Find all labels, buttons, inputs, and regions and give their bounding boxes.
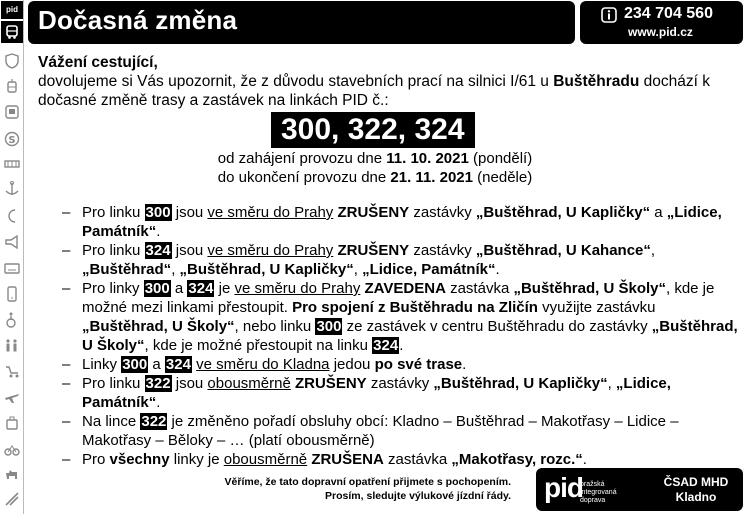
text: linky je	[169, 451, 224, 468]
text: ,	[650, 242, 656, 259]
from-label: od zahájení provozu dne	[217, 150, 387, 167]
text: a	[170, 280, 188, 297]
line-badge: 300	[316, 318, 342, 335]
affected-lines: 300, 322, 324	[271, 112, 475, 148]
text: Pro linku	[82, 375, 145, 392]
operator-line-2: Kladno	[675, 490, 717, 504]
list-item	[62, 412, 742, 450]
text: zastávka	[383, 451, 452, 468]
stop-name: „Buštěhrad, U Školy“	[513, 280, 666, 297]
list-item	[62, 374, 742, 412]
line-badge: 300	[122, 356, 148, 373]
intro-text	[38, 53, 744, 110]
connection-note: Pro spojení z Buštěhradu na Zličín	[292, 299, 538, 316]
operator-line-1: ČSAD MHD	[663, 475, 729, 489]
text: zastávky	[409, 204, 476, 221]
stop-name: „Buštěhrad, U Kapličky“	[179, 261, 354, 278]
stop-name: „Lidice, Památník“	[82, 375, 671, 411]
line-badge: 322	[141, 413, 167, 430]
text: jsou	[171, 204, 208, 221]
family-icon	[3, 337, 21, 355]
operator-name	[654, 475, 738, 505]
text: zastávka	[445, 280, 514, 297]
status: ZRUŠENY	[337, 242, 410, 259]
pid-branding	[536, 468, 743, 511]
line-badge: 322	[145, 375, 171, 392]
stop-name: „Buštěhrad, U Kapličky“	[433, 375, 608, 392]
text: je změněno pořadí obsluhy obcí: Kladno – Buštěhrad – Makotřasy – Lidice – Makotřasy – Běloky – … (platí obousměrně)	[82, 413, 679, 449]
text: jsou	[171, 375, 208, 392]
direction: ve směru do Prahy	[207, 242, 334, 259]
from-day: (pondělí)	[468, 150, 533, 167]
phone-number: 234 704 560	[624, 5, 713, 22]
stop-name: „Lidice, Památník“	[362, 261, 496, 278]
list-item	[62, 355, 742, 374]
stop-name: „Buštěhrad, U Školy“	[82, 318, 235, 335]
icon-strip	[0, 0, 24, 514]
valid-from	[0, 149, 750, 168]
text: , kde je možné přestoupit na linku	[144, 337, 373, 354]
to-label: do ukončení provozu dne	[217, 169, 391, 186]
to-day: (neděle)	[473, 169, 533, 186]
text: ,	[171, 261, 180, 278]
website-link[interactable]: www.pid.cz	[628, 25, 693, 39]
text: využijte zastávku	[537, 299, 656, 316]
list-item	[62, 203, 742, 241]
list-item	[62, 279, 742, 355]
stop-name: „Lidice, Památník“	[82, 204, 722, 240]
text: jsou	[171, 242, 208, 259]
line-badge: 300	[144, 280, 170, 297]
greeting: Vážení cestující,	[38, 54, 158, 71]
night-icon	[3, 207, 21, 225]
direction: ve směru do Kladna	[196, 356, 330, 373]
svg-text:S: S	[8, 135, 16, 146]
stop-name: „Buštěhrad, U Kahance“	[475, 242, 651, 259]
wheelchair-icon	[3, 311, 21, 329]
to-date: 21. 11. 2021	[390, 169, 473, 186]
direction: ve směru do Prahy	[207, 204, 334, 221]
info-icon	[601, 7, 617, 23]
text: .	[582, 451, 587, 468]
page-title: Dočasná změna	[38, 5, 238, 35]
text: Pro	[82, 451, 110, 468]
text: ze zastávek v centru Buštěhradu do zastávky	[342, 318, 652, 335]
line-badge: 324	[145, 242, 171, 259]
text: zastávky	[409, 242, 476, 259]
footer-line-1: Věříme, že tato dopravní opatření přijmete s pochopením.	[224, 476, 511, 488]
pid-tag: pid	[1, 1, 23, 19]
text: .	[156, 394, 161, 411]
text: ,	[353, 261, 363, 278]
stop-name: „Buštěhrad, U Školy“	[82, 318, 738, 354]
bicycle-icon	[3, 440, 21, 458]
line-badge: 324	[188, 280, 214, 297]
changes-list	[62, 203, 742, 469]
stop-name: „Buštěhrad“	[82, 261, 172, 278]
dog-icon	[3, 465, 21, 483]
metro-icon	[3, 103, 21, 121]
text: .	[399, 337, 404, 354]
airplane-icon	[3, 388, 21, 406]
list-item	[62, 450, 742, 469]
from-date: 11. 10. 2021	[386, 150, 469, 167]
text: je	[214, 280, 235, 297]
pid-logo: pid	[544, 472, 583, 503]
text: a	[148, 356, 165, 373]
contact-box	[580, 1, 743, 44]
direction: obousměrně	[223, 451, 308, 468]
text: Pro linku	[82, 204, 145, 221]
megaphone-icon	[3, 233, 21, 251]
text: ,	[607, 375, 616, 392]
direction: obousměrně	[207, 375, 291, 392]
bus-icon	[1, 21, 23, 43]
stop-name: „Makotřasy, rozc.“	[451, 451, 583, 468]
line-badge: 324	[373, 337, 399, 354]
ski-icon	[3, 490, 21, 508]
text: , nebo linku	[234, 318, 316, 335]
valid-to	[0, 168, 750, 187]
status: ZRUŠENY	[337, 204, 410, 221]
tram-icon	[3, 78, 21, 96]
direction: ve směru do Prahy	[234, 280, 361, 297]
intro-paragraph	[38, 72, 744, 110]
train-icon	[3, 130, 21, 148]
list-item	[62, 241, 742, 279]
text: .	[495, 261, 500, 278]
footer-note	[220, 475, 511, 503]
text: Pro linky	[82, 280, 144, 297]
title-bar	[28, 1, 575, 44]
text: a	[650, 204, 667, 221]
keyboard-icon	[3, 259, 21, 277]
line-badge: 324	[165, 356, 191, 373]
text: Na lince	[82, 413, 141, 430]
shield-icon	[3, 52, 21, 70]
pid-logo-subtitle: pražská integrovaná doprava	[580, 481, 617, 504]
status: ZRUŠENY	[294, 375, 367, 392]
status: ZAVEDENA	[364, 280, 446, 297]
luggage-icon	[3, 414, 21, 432]
text: Linky	[82, 356, 122, 373]
text: Pro linku	[82, 242, 145, 259]
text: .	[462, 356, 467, 373]
footer-line-2: Prosím, sledujte výlukové jízdní řády.	[325, 490, 511, 502]
phone-icon	[3, 285, 21, 303]
stop-name: „Buštěhrad, U Kapličky“	[475, 204, 651, 221]
intro-place: Buštěhradu	[553, 73, 640, 90]
emphasis: všechny	[109, 451, 170, 468]
intro-text-a: dovolujeme si Vás upozornit, že z důvodu stavebních prací na silnici I/61 u	[38, 73, 554, 90]
pram-icon	[3, 362, 21, 380]
route-note: po své trase	[374, 356, 463, 373]
text: zastávky	[366, 375, 434, 392]
intro-text-b: dochází k dočasné změně trasy a zastávek na linkách PID č.:	[38, 73, 711, 109]
text: , kde je možné mezi linkami přestoupit.	[82, 280, 715, 316]
line-badge: 300	[145, 204, 171, 221]
status: ZRUŠENA	[311, 451, 384, 468]
text: jedou	[329, 356, 375, 373]
validity-period	[0, 149, 750, 187]
text: .	[156, 223, 161, 240]
